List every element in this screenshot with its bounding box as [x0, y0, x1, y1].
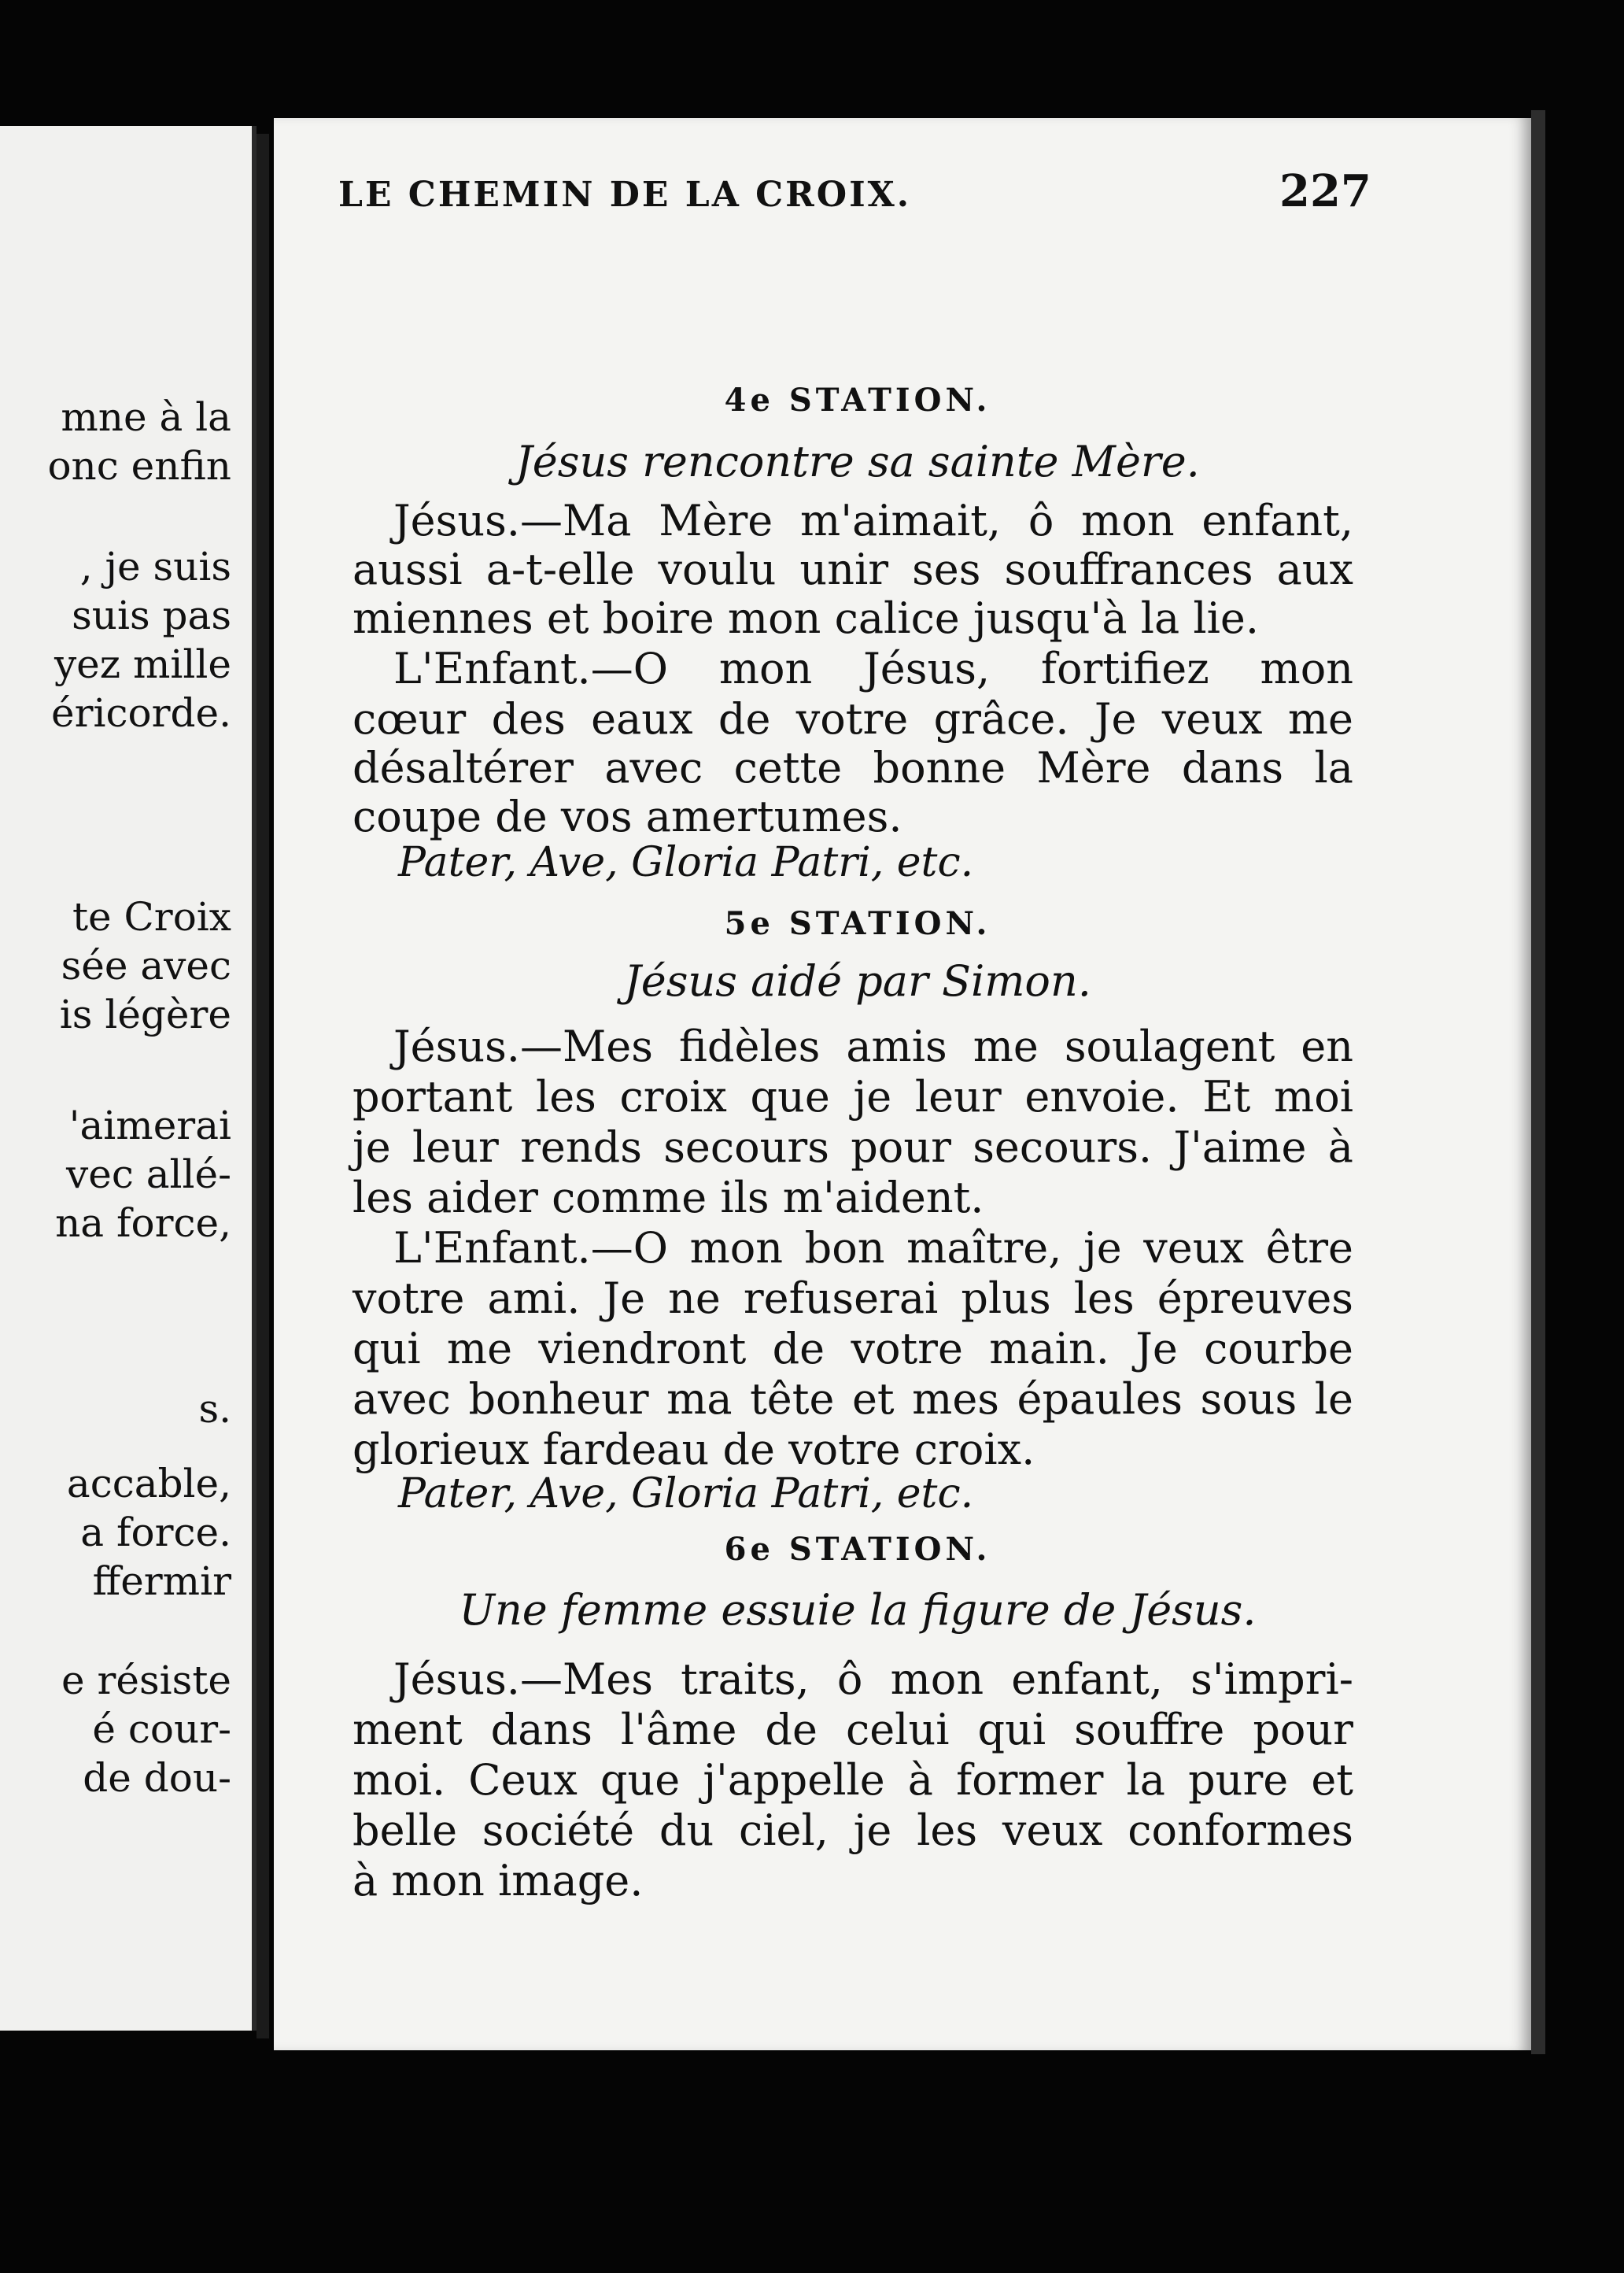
body-line: belle société du ciel, je les veux conformes — [352, 1805, 1353, 1855]
body-line: moi. Ceux que j'appelle à former la pure et — [352, 1755, 1353, 1805]
body-line: je leur rends secours pour secours. J'aime à — [352, 1122, 1353, 1172]
page-number: 227 — [1279, 165, 1371, 217]
left-line: e résiste — [61, 1658, 231, 1703]
body-line: à mon image. — [352, 1856, 644, 1905]
body-line: aussi a-t-elle voulu unir ses souffrances aux — [352, 545, 1353, 594]
left-line: na force, — [55, 1200, 231, 1246]
left-line: éricorde. — [51, 690, 231, 736]
book-spine — [257, 134, 269, 2038]
station-title: 5e STATION. — [724, 905, 991, 942]
left-line: yez mille — [54, 641, 231, 687]
body-line: Jésus.—Mes fidèles amis me soulagent en — [393, 1022, 1353, 1071]
station-heading: Jésus aidé par Simon. — [624, 956, 1091, 1006]
left-line: mne à la — [61, 394, 231, 440]
left-line: vec allé- — [65, 1151, 231, 1197]
left-line: te Croix — [72, 894, 231, 940]
left-line: ffermir — [92, 1558, 231, 1604]
body-line: glorieux fardeau de votre croix. — [352, 1425, 1035, 1474]
station-heading: Jésus rencontre sa sainte Mère. — [515, 437, 1200, 486]
body-line: désaltérer avec cette bonne Mère dans la — [352, 743, 1353, 793]
left-line: accable, — [66, 1461, 231, 1506]
body-line: les aider comme ils m'aident. — [352, 1173, 984, 1222]
station-title: 4e STATION. — [724, 382, 991, 419]
body-line: ment dans l'âme de celui qui souffre pour — [352, 1705, 1353, 1754]
left-line: a force. — [80, 1510, 231, 1555]
left-line: suis pas — [72, 593, 231, 638]
left-line: é cour- — [92, 1706, 231, 1752]
left-line: onc enfin — [47, 443, 231, 489]
body-line: cœur des eaux de votre grâce. Je veux me — [352, 694, 1353, 744]
body-line: L'Enfant.—O mon bon maître, je veux être — [393, 1223, 1353, 1273]
prayer-line: Pater, Ave, Gloria Patri, etc. — [398, 1470, 974, 1517]
body-line: coupe de vos amertumes. — [352, 792, 902, 841]
left-line: de dou- — [83, 1755, 231, 1801]
left-line: , je suis — [79, 544, 231, 590]
body-line: qui me viendront de votre main. Je courbe — [352, 1324, 1353, 1373]
body-line: avec bonheur ma tête et mes épaules sous le — [352, 1374, 1353, 1424]
body-line: miennes et boire mon calice jusqu'à la lie. — [352, 593, 1260, 643]
body-line: Jésus.—Mes traits, ô mon enfant, s'impri- — [393, 1654, 1353, 1704]
body-line: portant les croix que je leur envoie. Et moi — [352, 1072, 1353, 1122]
body-line: votre ami. Je ne refuserai plus les épreuves — [352, 1273, 1353, 1323]
prayer-line: Pater, Ave, Gloria Patri, etc. — [398, 839, 974, 886]
running-head: LE CHEMIN DE LA CROIX. — [338, 175, 912, 215]
left-line: sée avec — [61, 943, 231, 989]
station-title: 6e STATION. — [724, 1531, 991, 1568]
left-line: 'aimerai — [68, 1103, 231, 1148]
left-line: is légère — [59, 992, 231, 1037]
page-edge — [1531, 110, 1545, 2054]
body-line: L'Enfant.—O mon Jésus, fortifiez mon — [393, 644, 1353, 693]
left-line: s. — [198, 1386, 231, 1432]
body-line: Jésus.—Ma Mère m'aimait, ô mon enfant, — [393, 496, 1353, 545]
left-page-fragment — [0, 126, 257, 2031]
station-heading: Une femme essuie la figure de Jésus. — [459, 1585, 1257, 1635]
